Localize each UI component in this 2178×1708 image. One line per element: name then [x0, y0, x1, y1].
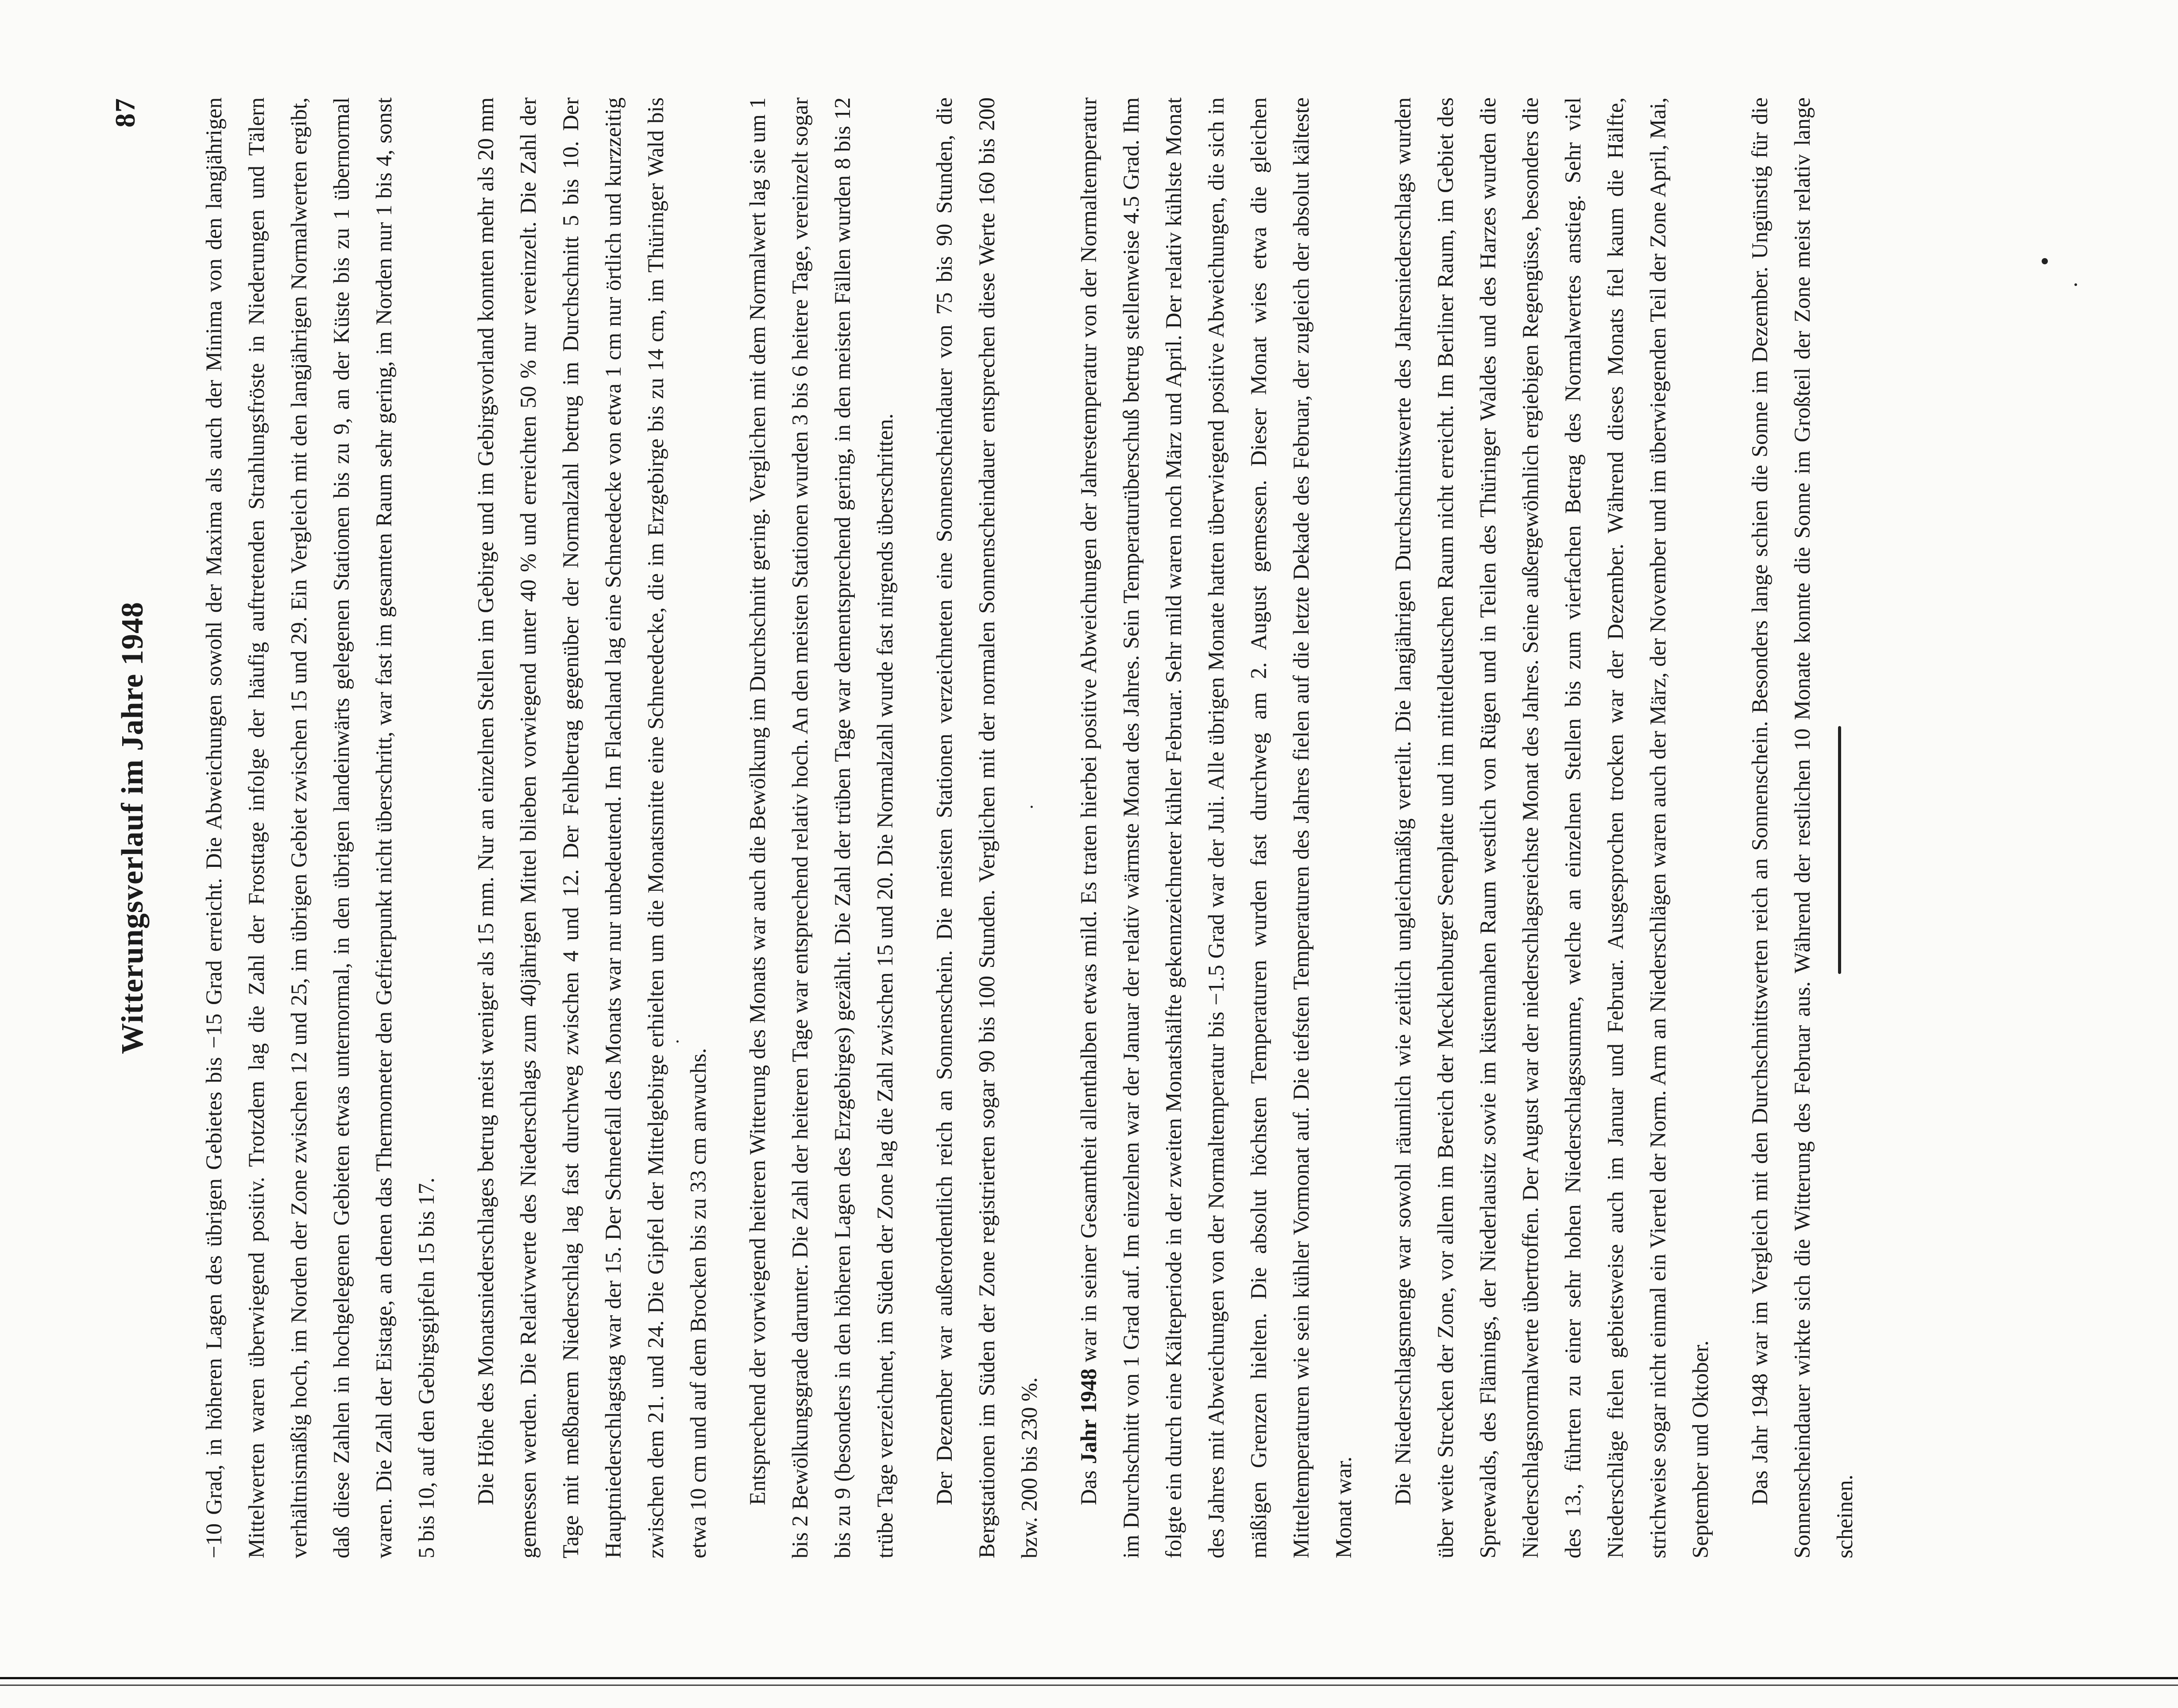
paragraph-sunshine-year: Das Jahr 1948 war im Vergleich mit den Durchschnittswerten reich an Sonnenschein. Besonders lange schien die Sonne im Dezember. Ungünstig für die Sonnenscheindauer wirkte sich die Witterung des Februar aus. Während der restlichen 10 Monate konnte die Sonne im Großteil der Zone meist relativ lange scheinen. [1747, 97, 1857, 1558]
paragraph-year-summary [1067, 97, 1365, 1558]
paragraph-sunshine-december: Der Dezember war außerordentlich reich an Sonnenschein. Die meisten Stationen verzeichneten eine Sonnenscheindauer von 75 bis 90 Stunden, die Bergstationen im Süden der Zone registrierten sogar 90 bis 100 Stunden. Verglichen mit der normalen Sonnenscheindauer entsprechen diese Werte 160 bis 200 bzw. 200 bis 230 %. [932, 97, 1042, 1558]
ink-speck [2074, 283, 2077, 286]
rotated-page-content [109, 97, 1857, 1558]
bottom-scan-edge-line [0, 1677, 2178, 1679]
ink-speck [2042, 258, 2048, 264]
page-number: 87 [109, 97, 141, 128]
ink-speck [1031, 806, 1033, 808]
ink-speck [676, 1040, 679, 1043]
paragraph-precipitation: Die Höhe des Monatsniederschlages betrug meist weniger als 15 mm. Nur an einzelnen Stellen im Gebirge und im Gebirgsvorland konnten mehr als 20 mm gemessen werden. Die Relativwerte des Niederschlags zum 40jährigen Mittel blieben vorwiegend unter 40 % und erreichten 50 % nur vereinzelt. Die Zahl der Tage mit meßbarem Niederschlag lag fast durchweg zwischen 4 und 12. Der Fehlbetrag gegenüber der Normalzahl betrug im Durchschnitt 5 bis 10. Der Hauptniederschlagstag war der 15. Der Schneefall des Monats war nur unbedeutend. Im Flachland lag eine Schneedecke von etwa 1 cm nur örtlich und kurzzeitig zwischen dem 21. und 24. Die Gipfel der Mittelgebirge erhielten um die Monatsmitte eine Schneedecke, die im Erzgebirge bis zu 14 cm, im Thüringer Wald bis etwa 10 cm und auf dem Brocken bis zu 33 cm anwuchs. [473, 97, 711, 1558]
year-lead: Das [1076, 1464, 1101, 1505]
bottom-scan-edge-line-secondary [0, 1685, 2178, 1686]
paragraph-cloudiness: Entsprechend der vorwiegend heiteren Witterung des Monats war auch die Bewölkung im Durchschnitt gering. Verglichen mit dem Normalwert lag sie um 1 bis 2 Bewölkungsgrade darunter. Die Zahl der heiteren Tage war entsprechend relativ hoch. An den meisten Stationen wurden 3 bis 6 heitere Tage, vereinzelt sogar bis zu 9 (besonders in den höheren Lagen des Erzgebirges) gezählt. Die Zahl der trüben Tage war dementsprechend gering, in den meisten Fällen wurden 8 bis 12 trübe Tage verzeichnet, im Süden der Zone lag die Zahl zwischen 15 und 20. Die Normalzahl wurde fast nirgends überschritten. [745, 97, 897, 1558]
page-title: Witterungsverlauf im Jahre 1948 [116, 602, 150, 1054]
vertical-scan-mark [1838, 726, 1841, 974]
paragraph-frost: −10 Grad, in höheren Lagen des übrigen Gebietes bis −15 Grad erreicht. Die Abweichungen sowohl der Maxima als auch der Minima von den langjährigen Mittelwerten waren überwiegend positiv. Trotzdem lag die Zahl der Frosttage infolge der häufig auftretenden Strahlungsfröste in Niederungen und Tälern verhältnismäßig hoch, im Norden der Zone zwischen 12 und 25, im übrigen Gebiet zwischen 15 und 29. Ein Vergleich mit den langjährigen Normalwerten ergibt, daß diese Zahlen in hochgelegenen Gebieten etwas unternormal, in den übrigen landeinwärts gelegenen Stationen bis zu 9, an der Küste bis zu 1 übernormal waren. Die Zahl der Eistage, an denen das Thermometer den Gefrierpunkt nicht überschritt, war fast im gesamten Raum sehr gering, im Norden nur 1 bis 4, sonst 5 bis 10, auf den Gebirgsgipfeln 15 bis 17. [201, 97, 439, 1558]
year-highlight: Jahr 1948 [1076, 1368, 1101, 1464]
paragraph-precipitation-year: Die Niederschlagsmenge war sowohl räumlich wie zeitlich ungleichmäßig verteilt. Die langjährigen Durchschnittswerte des Jahresniederschlags wurden über weite Strecken der Zone, vor allem im Bereich der Mecklenburger Seenplatte und im mitteldeutschen Raum nicht erreicht. Im Berliner Raum, im Gebiet des Spreewalds, des Flämings, der Niederlausitz sowie im küstennahen Raum westlich von Rügen und in Teilen des Thüringer Waldes und des Harzes wurden die Niederschlagsnormalwerte übertroffen. Der August war der niederschlagsreichste Monat des Jahres. Seine außergewöhnlich ergiebigen Regengüsse, besonders die des 13., führten zu einer sehr hohen Niederschlagssumme, welche an einzelnen Stellen bis zum vierfachen Betrag des Normalwertes anstieg. Sehr viel Niederschläge fielen gebietsweise auch im Januar und Februar. Ausgesprochen trocken war der Dezember. Während dieses Monats fiel kaum die Hälfte, strichweise sogar nicht einmal ein Viertel der Norm. Arm an Niederschlägen waren auch der März, der November und im überwiegenden Teil der Zone April, Mai, September und Oktober. [1390, 97, 1713, 1558]
article-body [193, 97, 1866, 1558]
year-summary-text: war in seiner Gesamtheit allenthalben etwas mild. Es traten hierbei positive Abweichungen der Jahrestemperatur von der Normaltemperatur im Durchschnitt von 1 Grad auf. Im einzelnen war der Januar der relativ wärmste Monat des Jahres. Sein Temperaturüberschuß betrug stellenweise 4.5 Grad. Ihm folgte ein durch eine Kälteperiode in der zweiten Monatshälfte gekennzeichneter kühler Februar. Sehr mild waren noch März und April. Der relativ kühlste Monat des Jahres mit Abweichungen von der Normaltemperatur bis −1.5 Grad war der Juli. Alle übrigen Monate hatten überwiegend positive Abweichungen, die sich in mäßigen Grenzen hielten. Die absolut höchsten Temperaturen wurden fast durchweg am 2. August gemessen. Dieser Monat wies etwa die gleichen Mitteltemperaturen wie sein kühler Vormonat auf. Die tiefsten Temperaturen des Jahres fielen auf die letzte Dekade des Februar, der zugleich der absolut kälteste Monat war. [1076, 97, 1356, 1558]
